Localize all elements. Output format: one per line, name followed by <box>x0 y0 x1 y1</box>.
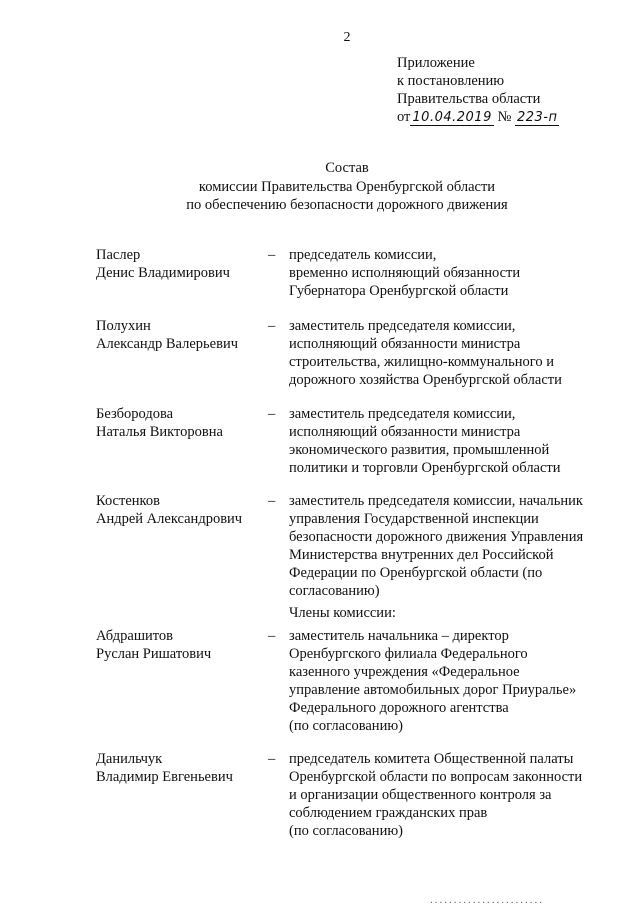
appendix-line: Правительства области <box>397 91 541 107</box>
role-line: председатель комитета Общественной палаты <box>289 751 574 767</box>
role-line: соблюдением гражданских прав <box>289 805 488 821</box>
role-line: председатель комиссии, <box>289 247 437 263</box>
role-line: (по согласованию) <box>289 718 403 734</box>
member-given-name: Андрей Александрович <box>96 511 243 527</box>
members-section-label: Члены комиссии: <box>289 605 396 621</box>
role-line: безопасности дорожного движения Управления <box>289 529 584 545</box>
role-line: политики и торговли Оренбургской области <box>289 460 561 476</box>
member-name <box>96 317 266 353</box>
role-line: исполняющий обязанности министра <box>289 424 521 440</box>
role-line: заместитель председателя комиссии, <box>289 318 516 334</box>
appendix-date-line <box>397 108 559 126</box>
role-line: заместитель председателя комиссии, начальник <box>289 493 583 509</box>
role-line: управление автомобильных дорог Приуралье» <box>289 682 577 698</box>
title-line: Состав <box>325 160 369 176</box>
role-line: управления Государственной инспекции <box>289 511 539 527</box>
member-given-name: Руслан Ришатович <box>96 646 212 662</box>
document-title <box>0 159 640 215</box>
role-line: согласованию) <box>289 583 380 599</box>
member-surname: Паслер <box>96 247 141 263</box>
member-surname: Абдрашитов <box>96 628 173 644</box>
member-role <box>289 492 599 600</box>
member-given-name: Наталья Викторовна <box>96 424 223 440</box>
member-surname: Костенков <box>96 493 160 509</box>
member-given-name: Владимир Евгеньевич <box>96 769 233 785</box>
number-label: № <box>497 109 512 125</box>
appendix-block <box>397 54 559 126</box>
role-line: строительства, жилищно-коммунального и <box>289 354 555 370</box>
member-role <box>289 246 599 300</box>
role-line: Министерства внутренних дел Российской <box>289 547 554 563</box>
dash: – <box>268 318 276 334</box>
dash: – <box>268 751 276 767</box>
member-given-name: Александр Валерьевич <box>96 336 238 352</box>
role-line: и организации общественного контроля за <box>289 787 552 803</box>
member-surname: Полухин <box>96 318 151 334</box>
role-line: Федерального дорожного агентства <box>289 700 509 716</box>
role-line: заместитель начальника – директор <box>289 628 509 644</box>
member-surname: Данильчук <box>96 751 163 767</box>
appendix-line: к постановлению <box>397 73 505 89</box>
title-line: комиссии Правительства Оренбургской области <box>198 178 496 195</box>
member-name <box>96 246 266 282</box>
dash: – <box>268 247 276 263</box>
role-line: заместитель председателя комиссии, <box>289 406 516 422</box>
dash: – <box>268 628 276 644</box>
from-label: от <box>397 109 411 125</box>
member-given-name: Денис Владимирович <box>96 265 230 281</box>
role-line: дорожного хозяйства Оренбургской области <box>289 372 562 388</box>
member-surname: Безбородова <box>96 406 174 422</box>
member-name <box>96 750 266 786</box>
member-name <box>96 492 266 528</box>
member-role <box>289 317 599 389</box>
page-number: 2 <box>343 30 351 45</box>
role-line: Оренбургского филиала Федерального <box>289 646 528 662</box>
dash: – <box>268 406 276 422</box>
handwritten-number: 223-п <box>516 110 558 125</box>
role-line: (по согласованию) <box>289 823 403 839</box>
role-line: казенного учреждения «Федеральное <box>289 664 520 680</box>
handwritten-date: 10.04.2019 <box>412 110 492 125</box>
role-line: Оренбургской области по вопросам законности <box>289 769 583 785</box>
role-line: экономического развития, промышленной <box>289 442 550 458</box>
member-role <box>289 627 599 735</box>
dash: – <box>268 493 276 509</box>
member-name <box>96 405 266 441</box>
role-line: Федерации по Оренбургской области (по <box>289 565 543 581</box>
role-line: исполняющий обязанности министра <box>289 336 521 352</box>
member-name <box>96 627 266 663</box>
member-role <box>289 750 599 840</box>
member-role <box>289 405 599 477</box>
role-line: временно исполняющий обязанности <box>289 265 521 281</box>
page-bottom-fragment: ........................ <box>430 896 544 905</box>
title-line: по обеспечению безопасности дорожного движения <box>186 197 508 213</box>
role-line: Губернатора Оренбургской области <box>289 283 509 299</box>
appendix-line: Приложение <box>397 55 475 71</box>
